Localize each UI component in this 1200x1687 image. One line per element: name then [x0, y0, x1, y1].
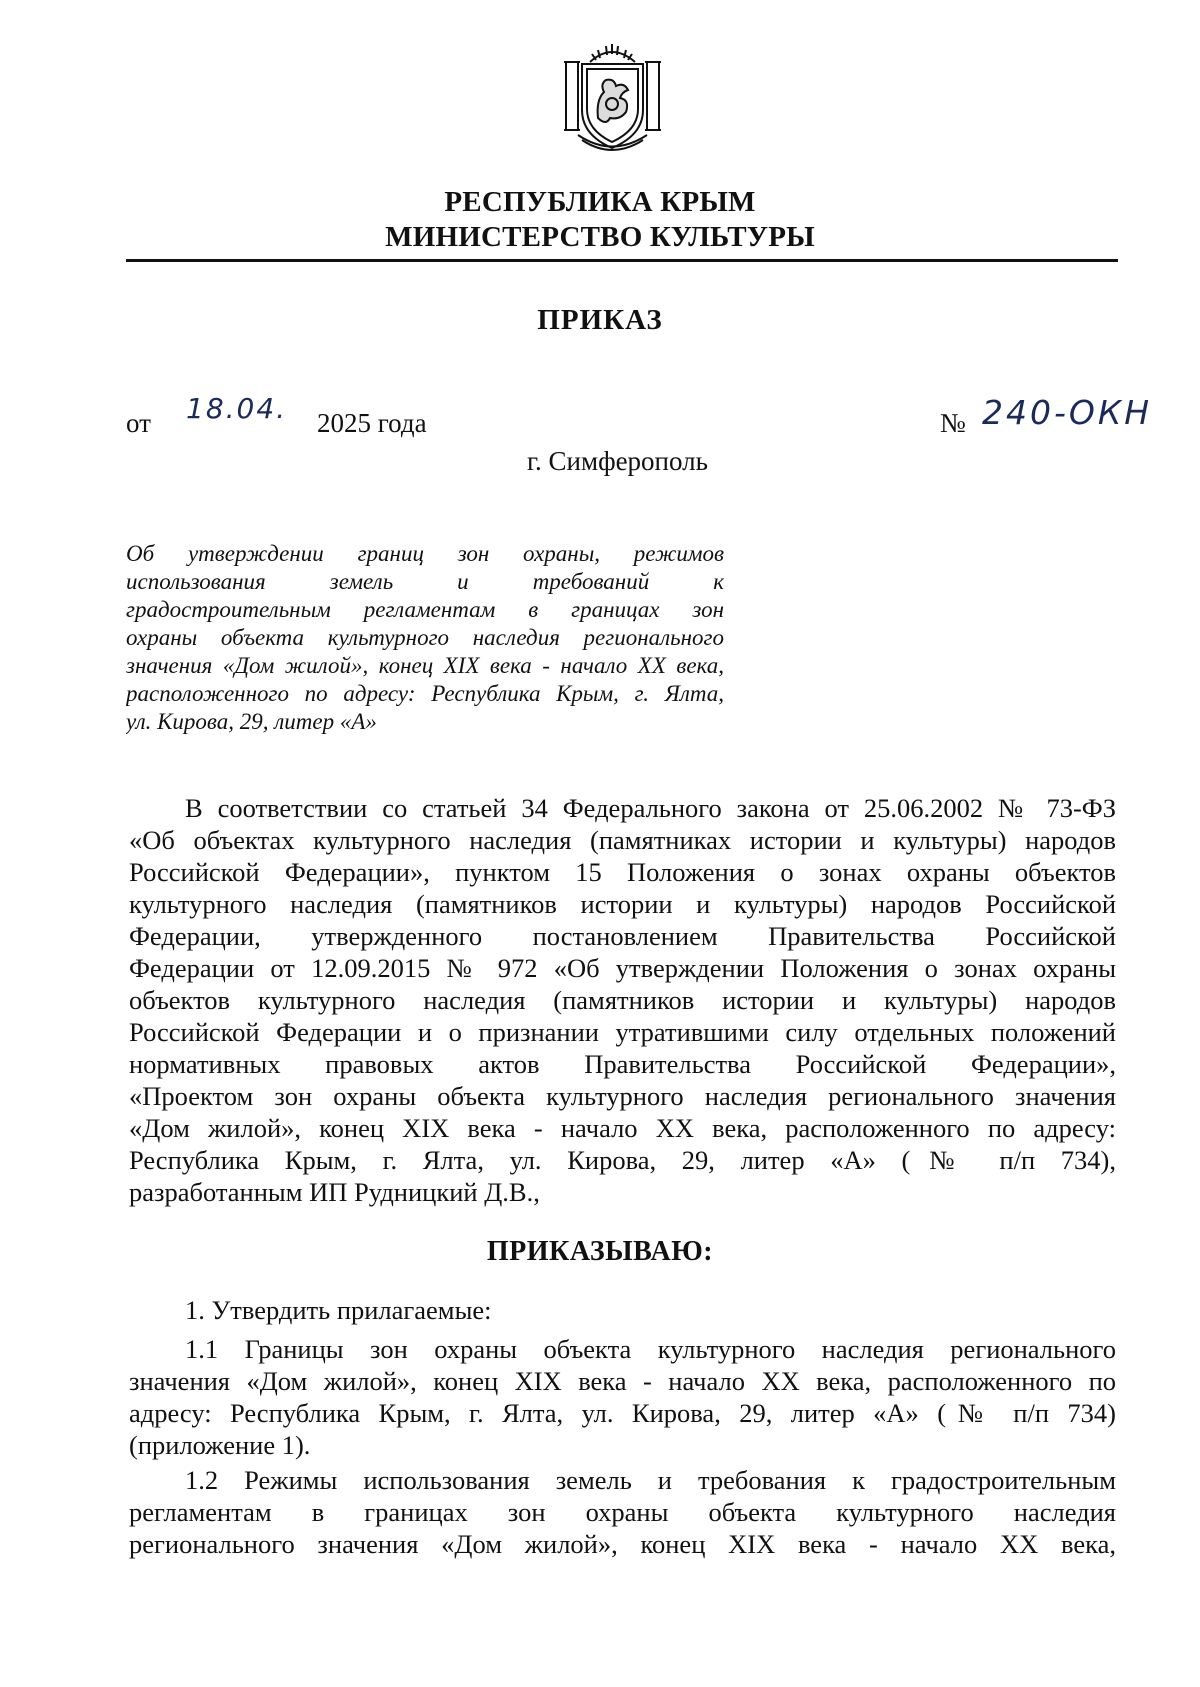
republic-name: РЕСПУБЛИКА КРЫМ	[444, 186, 756, 218]
document-subject	[126, 540, 724, 736]
crimea-coat-of-arms-icon	[560, 40, 665, 155]
preamble-line: «Об объектах культурного наследия (памятниках истории и культуры) народов	[129, 825, 1116, 855]
subject-line: Об утверждении границ зон охраны, режимов	[126, 541, 724, 566]
document-number-handwritten: 240-ОКН	[982, 393, 1153, 432]
preamble-line: объектов культурного наследия (памятников истории и культуры) народов	[129, 985, 1116, 1015]
preamble-line: «Проектом зон охраны объекта культурного наследия регионального значения	[129, 1081, 1116, 1111]
preamble-line: Российской Федерации и о признании утратившими силу отдельных положений	[129, 1017, 1116, 1047]
item-1-1-line: значения «Дом жилой», конец XIX века - начало XX века, расположенного по	[129, 1366, 1116, 1396]
document-city: г. Симферополь	[527, 446, 708, 476]
item-1-1	[129, 1333, 1116, 1461]
preamble-line: Федерации, утвержденного постановлением Правительства Российской	[129, 921, 1116, 951]
document-type: ПРИКАЗ	[537, 304, 663, 336]
preamble-line: культурного наследия (памятников истории и культуры) народов Российской	[129, 889, 1116, 919]
preamble-line: Федерации от 12.09.2015 № 972 «Об утверждении Положения о зонах охраны	[129, 953, 1116, 983]
preamble-line: В соответствии со статьей 34 Федерального закона от 25.06.2002 № 73-ФЗ	[185, 793, 1116, 823]
item-1-1-line: (приложение 1).	[129, 1430, 311, 1460]
preamble-paragraph	[129, 792, 1116, 1208]
subject-line: использования земель и требований к	[126, 569, 724, 594]
item-1-2-line: регламентам в границах зон охраны объекта культурного наследия	[129, 1497, 1116, 1527]
subject-line: значения «Дом жилой», конец XIX века - начало XX века,	[126, 653, 724, 678]
date-handwritten: 18.04.	[186, 392, 288, 425]
subject-line: расположенного по адресу: Республика Крым, г. Ялта,	[126, 681, 724, 706]
preamble-line: Республика Крым, г. Ялта, ул. Кирова, 29, литер «А» (№ п/п 734),	[129, 1145, 1116, 1175]
item-1-2	[129, 1464, 1116, 1560]
subject-line: охраны объекта культурного наследия регионального	[126, 625, 724, 650]
item-1-line: 1. Утвердить прилагаемые:	[185, 1295, 492, 1325]
date-prefix: от	[126, 408, 151, 438]
subject-line: ул. Кирова, 29, литер «А»	[126, 709, 377, 734]
header-divider	[126, 259, 1118, 262]
item-1-1-line: адресу: Республика Крым, г. Ялта, ул. Кирова, 29, литер «А» (№ п/п 734)	[129, 1398, 1116, 1428]
number-sign: №	[940, 408, 966, 438]
subject-line: градостроительным регламентам в границах зон	[126, 597, 724, 622]
preamble-line: нормативных правовых актов Правительства Российской Федерации»,	[129, 1049, 1116, 1079]
preamble-line: разработанным ИП Рудницкий Д.В.,	[129, 1177, 540, 1207]
item-1-2-line: 1.2 Режимы использования земель и требования к градостроительным	[185, 1465, 1116, 1495]
order-verb: ПРИКАЗЫВАЮ:	[486, 1236, 714, 1267]
preamble-line: «Дом жилой», конец XIX века - начало XX века, расположенного по адресу:	[129, 1113, 1116, 1143]
item-1-1-line: 1.1 Границы зон охраны объекта культурного наследия регионального	[185, 1334, 1116, 1364]
preamble-line: Российской Федерации», пунктом 15 Положения о зонах охраны объектов	[129, 857, 1116, 887]
ministry-name: МИНИСТЕРСТВО КУЛЬТУРЫ	[385, 221, 815, 253]
date-year: 2025 года	[317, 408, 427, 438]
item-1	[129, 1294, 1116, 1326]
item-1-2-line: регионального значения «Дом жилой», конец XIX века - начало XX века,	[129, 1529, 1116, 1559]
